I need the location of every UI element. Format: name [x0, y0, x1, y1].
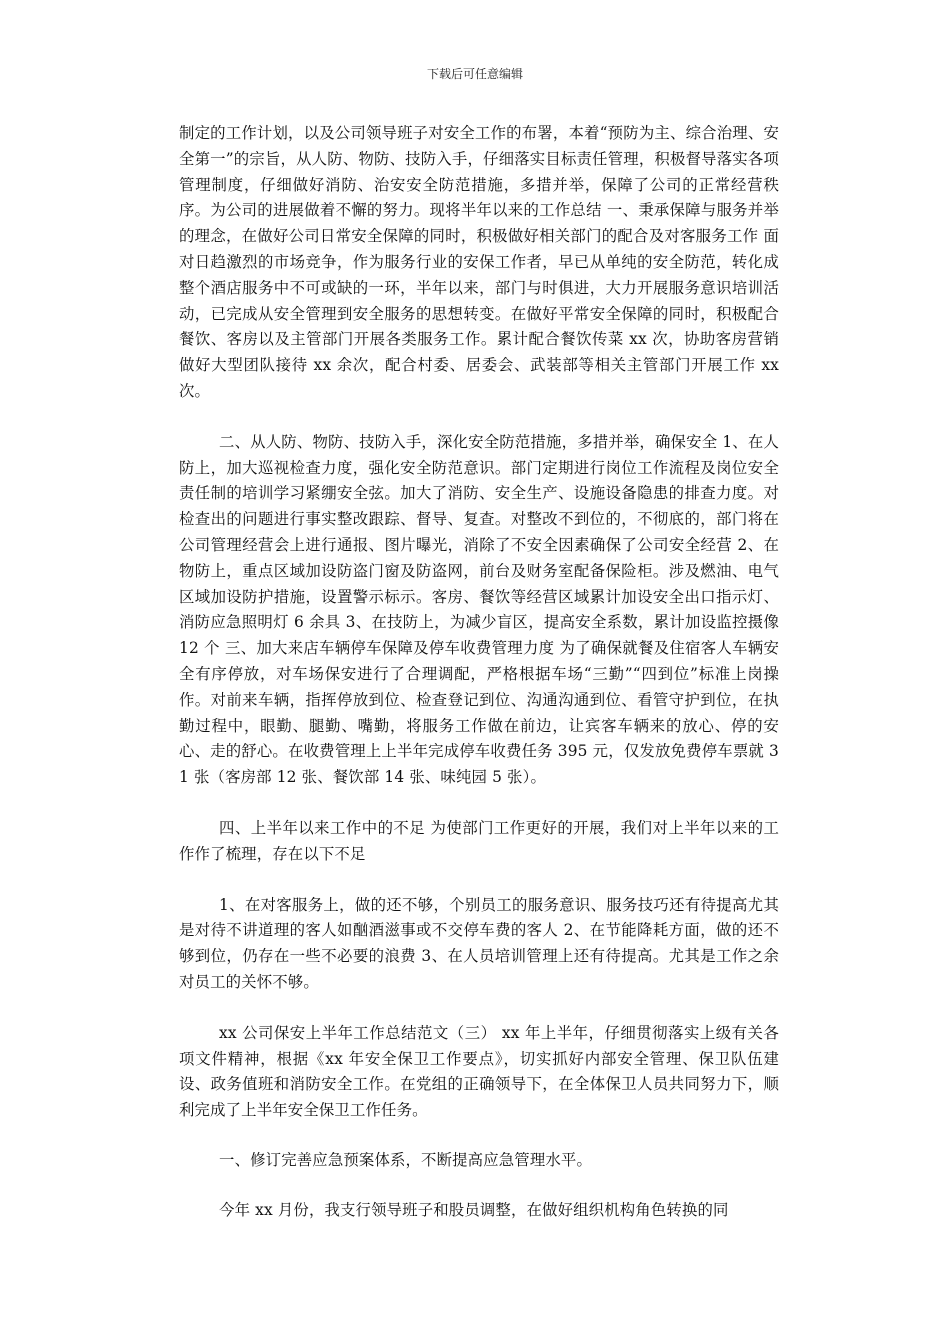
paragraph-1: 制定的工作计划，以及公司领导班子对安全工作的布署，本着“预防为主、综合治理、安全第一”的宗旨，从人防、物防、技防入手，仔细落实目标责任管理，积极督导落实各项管理制度，仔细做好消防、治安安全防范措施，多措并举，保障了公司的正常经营秩序。为公司的进展做着不懈的努力。现将半年以来的工作总结 一、秉承保障与服务并举的理念，在做好公司日常安全保障的同时，积极做好相关部门的配合及对客服务工作 面对日趋激烈的市场竞争，作为服务行业的安保工作者，早已从单纯的安全防范，转化成整个酒店服务中不可或缺的一环，半年以来，部门与时俱进，大力开展服务意识培训活动，已完成从安全管理到安全服务的思想转变。在做好平常安全保障的同时，积极配合餐饮、客房以及主管部门开展各类服务工作。累计配合餐饮传菜 xx 次，协助客房营销做好大型团队接待 xx 余次，配合村委、居委会、武装部等相关主管部门开展工作 xx 次。	[179, 124, 779, 400]
page-header: 下载后可任意编辑	[426, 67, 523, 81]
paragraph-4: 1、在对客服务上，做的还不够，个别员工的服务意识、服务技巧还有待提高尤其是对待不讲道理的客人如酗酒滋事或不交停车费的客人 2、在节能降耗方面，做的还不够到位，仍存在一些不必要的浪费 3、在人员培训管理上还有待提高。尤其是工作之余对员工的关怀不够。	[179, 895, 779, 991]
paragraph-7: 今年 xx 月份，我支行领导班子和股员调整，在做好组织机构角色转换的同	[219, 1200, 729, 1219]
paragraph-6: 一、修订完善应急预案体系，不断提高应急管理水平。	[219, 1150, 593, 1169]
paragraph-2: 二、从人防、物防、技防入手，深化安全防范措施，多措并举，确保安全 1、在人防上，加大巡视检查力度，强化安全防范意识。部门定期进行岗位工作流程及岗位安全责任制的培训学习紧绷安全弦。加大了消防、安全生产、设施设备隐患的排查力度。对检查出的问题进行事实整改跟踪、督导、复查。对整改不到位的，不彻底的，部门将在公司管理经营会上进行通报、图片曝光，消除了不安全因素确保了公司安全经营 2、在物防上，重点区域加设防盗门窗及防盗网，前台及财务室配备保险柜。涉及燃油、电气区域加设防护措施，设置警示标示。客房、餐饮等经营区域累计加设安全出口指示灯、消防应急照明灯 6 余具 3、在技防上，为减少盲区，提高安全系数，累计加设监控摄像 12 个 三、加大来店车辆停车保障及停车收费管理力度 为了确保就餐及住宿客人车辆安全有序停放，对车场保安进行了合理调配，严格根据车场“三勤”“四到位”标准上岗操作。对前来车辆，指挥停放到位、检查登记到位、沟通沟通到位、看管守护到位，在执勤过程中，眼勤、腿勤、嘴勤，将服务工作做在前边，让宾客车辆来的放心、停的安心、走的舒心。在收费管理上上半年完成停车收费任务 395 元，仅发放免费停车票就 31 张（客房部 12 张、餐饮部 14 张、味纯园 5 张）。	[179, 432, 779, 787]
document-body	[179, 121, 779, 1223]
paragraph-5: xx 公司保安上半年工作总结范文（三） xx 年上半年，仔细贯彻落实上级有关各项文件精神，根据《xx 年安全保卫工作要点》，切实抓好内部安全管理、保卫队伍建设、政务值班和消防安全工作。在党组的正确领导下，在全体保卫人员共同努力下，顺利完成了上半年安全保卫工作任务。	[179, 1023, 779, 1120]
paragraph-3: 四、上半年以来工作中的不足 为使部门工作更好的开展，我们对上半年以来的工作作了梳理，存在以下不足	[179, 818, 779, 863]
